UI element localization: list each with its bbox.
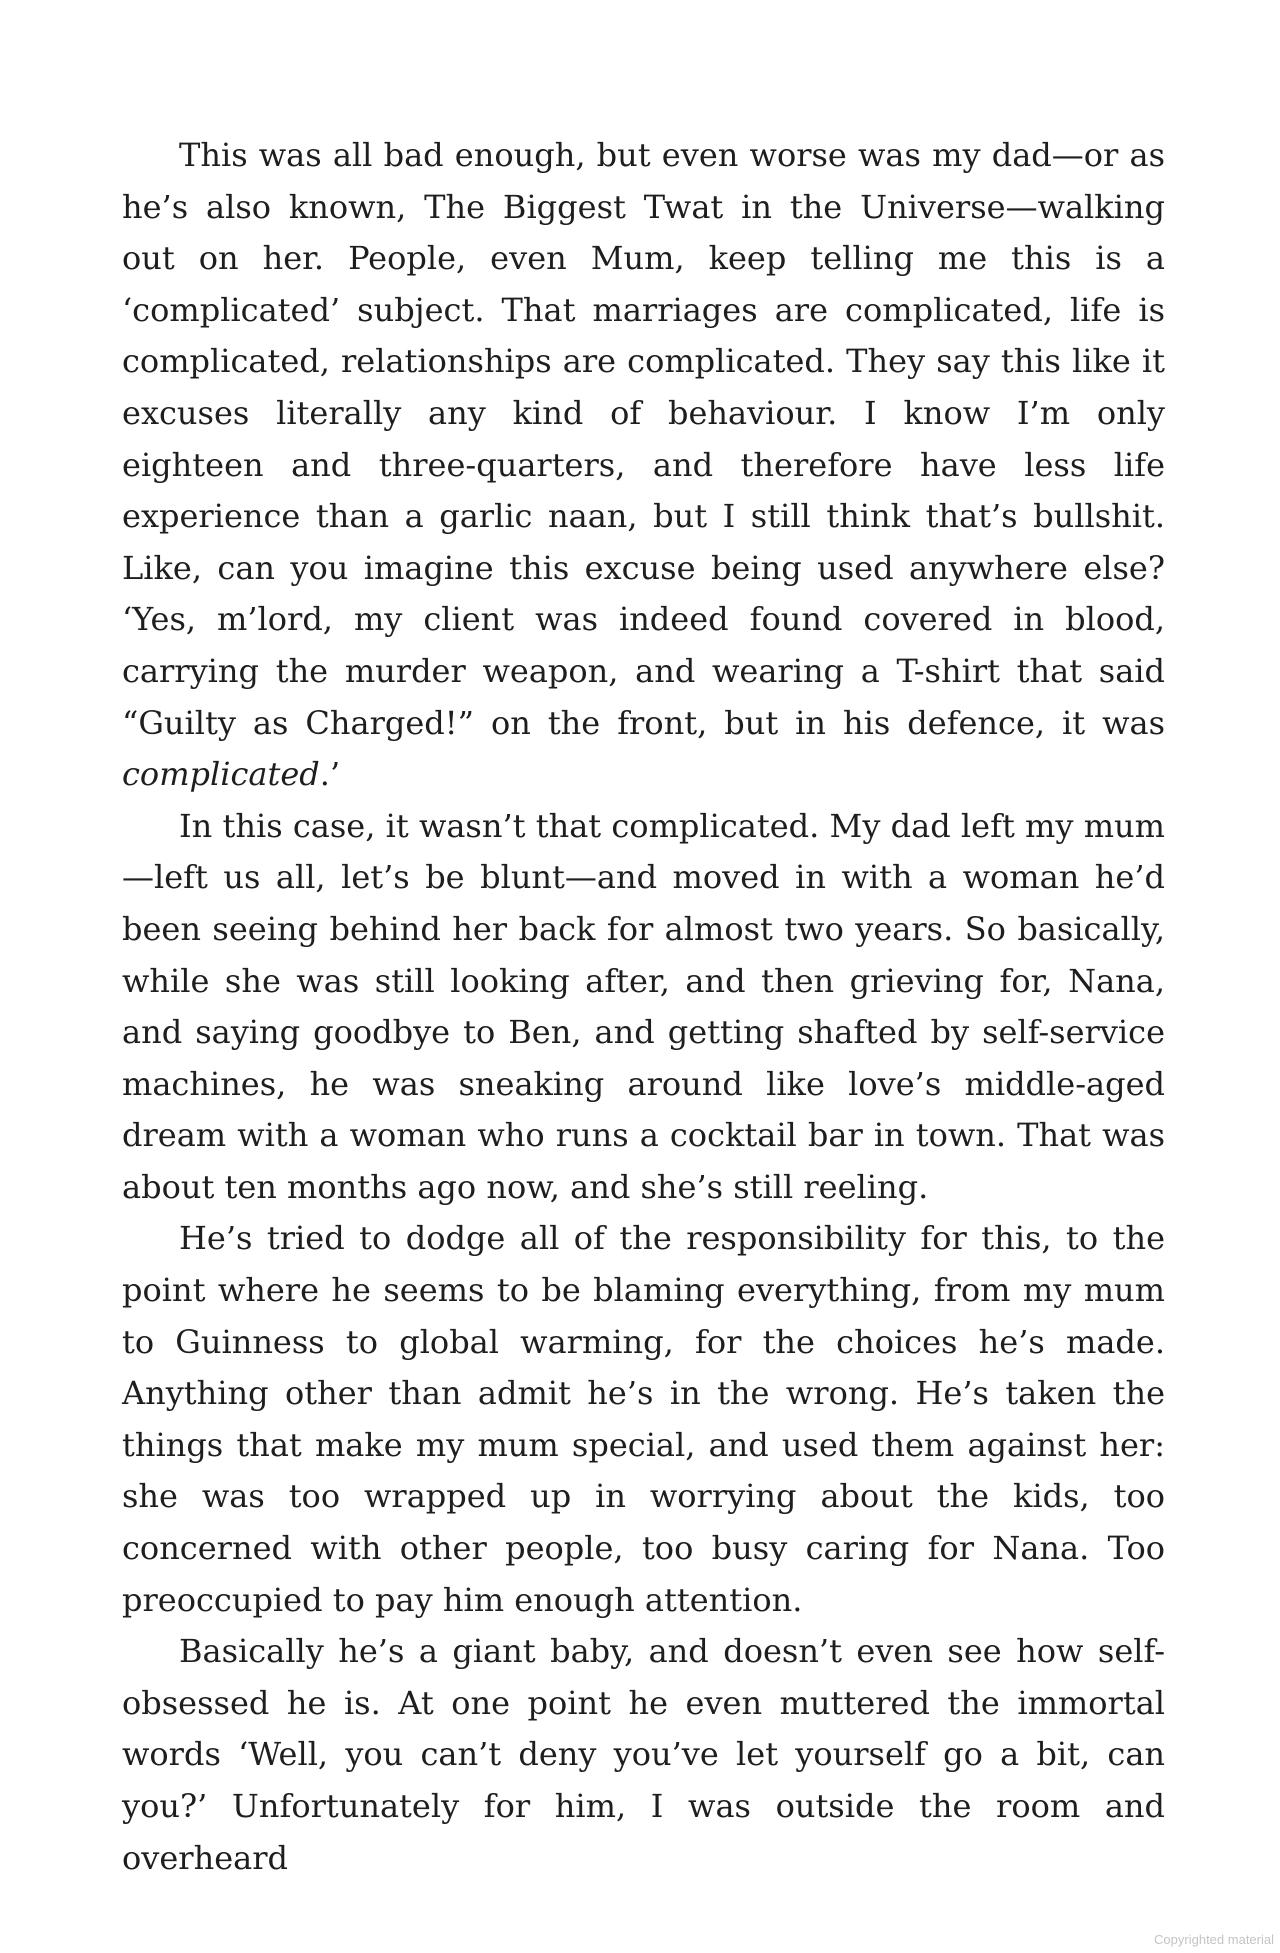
paragraph-3: He’s tried to dodge all of the responsibility for this, to the point where he seems to be blaming everything, from my mum to Guinness to global warming, for the choices he’s made. Anything other than admit he’s in the wrong. He’s taken the things that make my mum special, and used them against her: she was too wrapped up in worrying about the kids, too concerned with other people, too busy caring for Nana. Too preoccupied to pay him enough attention. (122, 1219, 1165, 1619)
body-text (122, 130, 1165, 1884)
paragraph-1-tail: .’ (319, 755, 341, 794)
paragraph-2: In this case, it wasn’t that complicated. My dad left my mum —left us all, let’s be blunt—and moved in with a woman he’d been seeing behind her back for almost two years. So basically, while she was still looking after, and then grieving for, Nana, and saying goodbye to Ben, and getting shafted by self-service machines, he was sneaking around like love’s middle-aged dream with a woman who runs a cocktail bar in town. That was about ten months ago now, and she’s still reeling. (122, 806, 1165, 1206)
paragraph-1-text: This was all bad enough, but even worse was my dad—or as he’s also known, The Biggest Twat in the Universe—walking out on her. People, even Mum, keep telling me this is a ‘complicated’ subject. That marriages are complicated, life is complicated, relationships are complicated. They say this like it excuses literally any kind of behaviour. I know I’m only eighteen and three-quarters, and therefore have less life experience than a garlic naan, but I still think that’s bullshit. Like, can you imagine this excuse being used anywhere else? ‘Yes, m’lord, my client was indeed found covered in blood, carrying the murder weapon, and wearing a T-shirt that said “Guilty as Charged!” on the front, but in his defence, it was (122, 136, 1165, 742)
copyright-watermark: Copyrighted material (1154, 1932, 1274, 1947)
paragraph-1 (122, 130, 1165, 801)
paragraph-4: Basically he’s a giant baby, and doesn’t even see how self-obsessed he is. At one point he even muttered the immortal words ‘Well, you can’t deny you’ve let yourself go a bit, can you?’ Unfortunately for him, I was outside the room and overheard (122, 1632, 1165, 1877)
paragraph-1-emphasis: complicated (122, 755, 320, 794)
